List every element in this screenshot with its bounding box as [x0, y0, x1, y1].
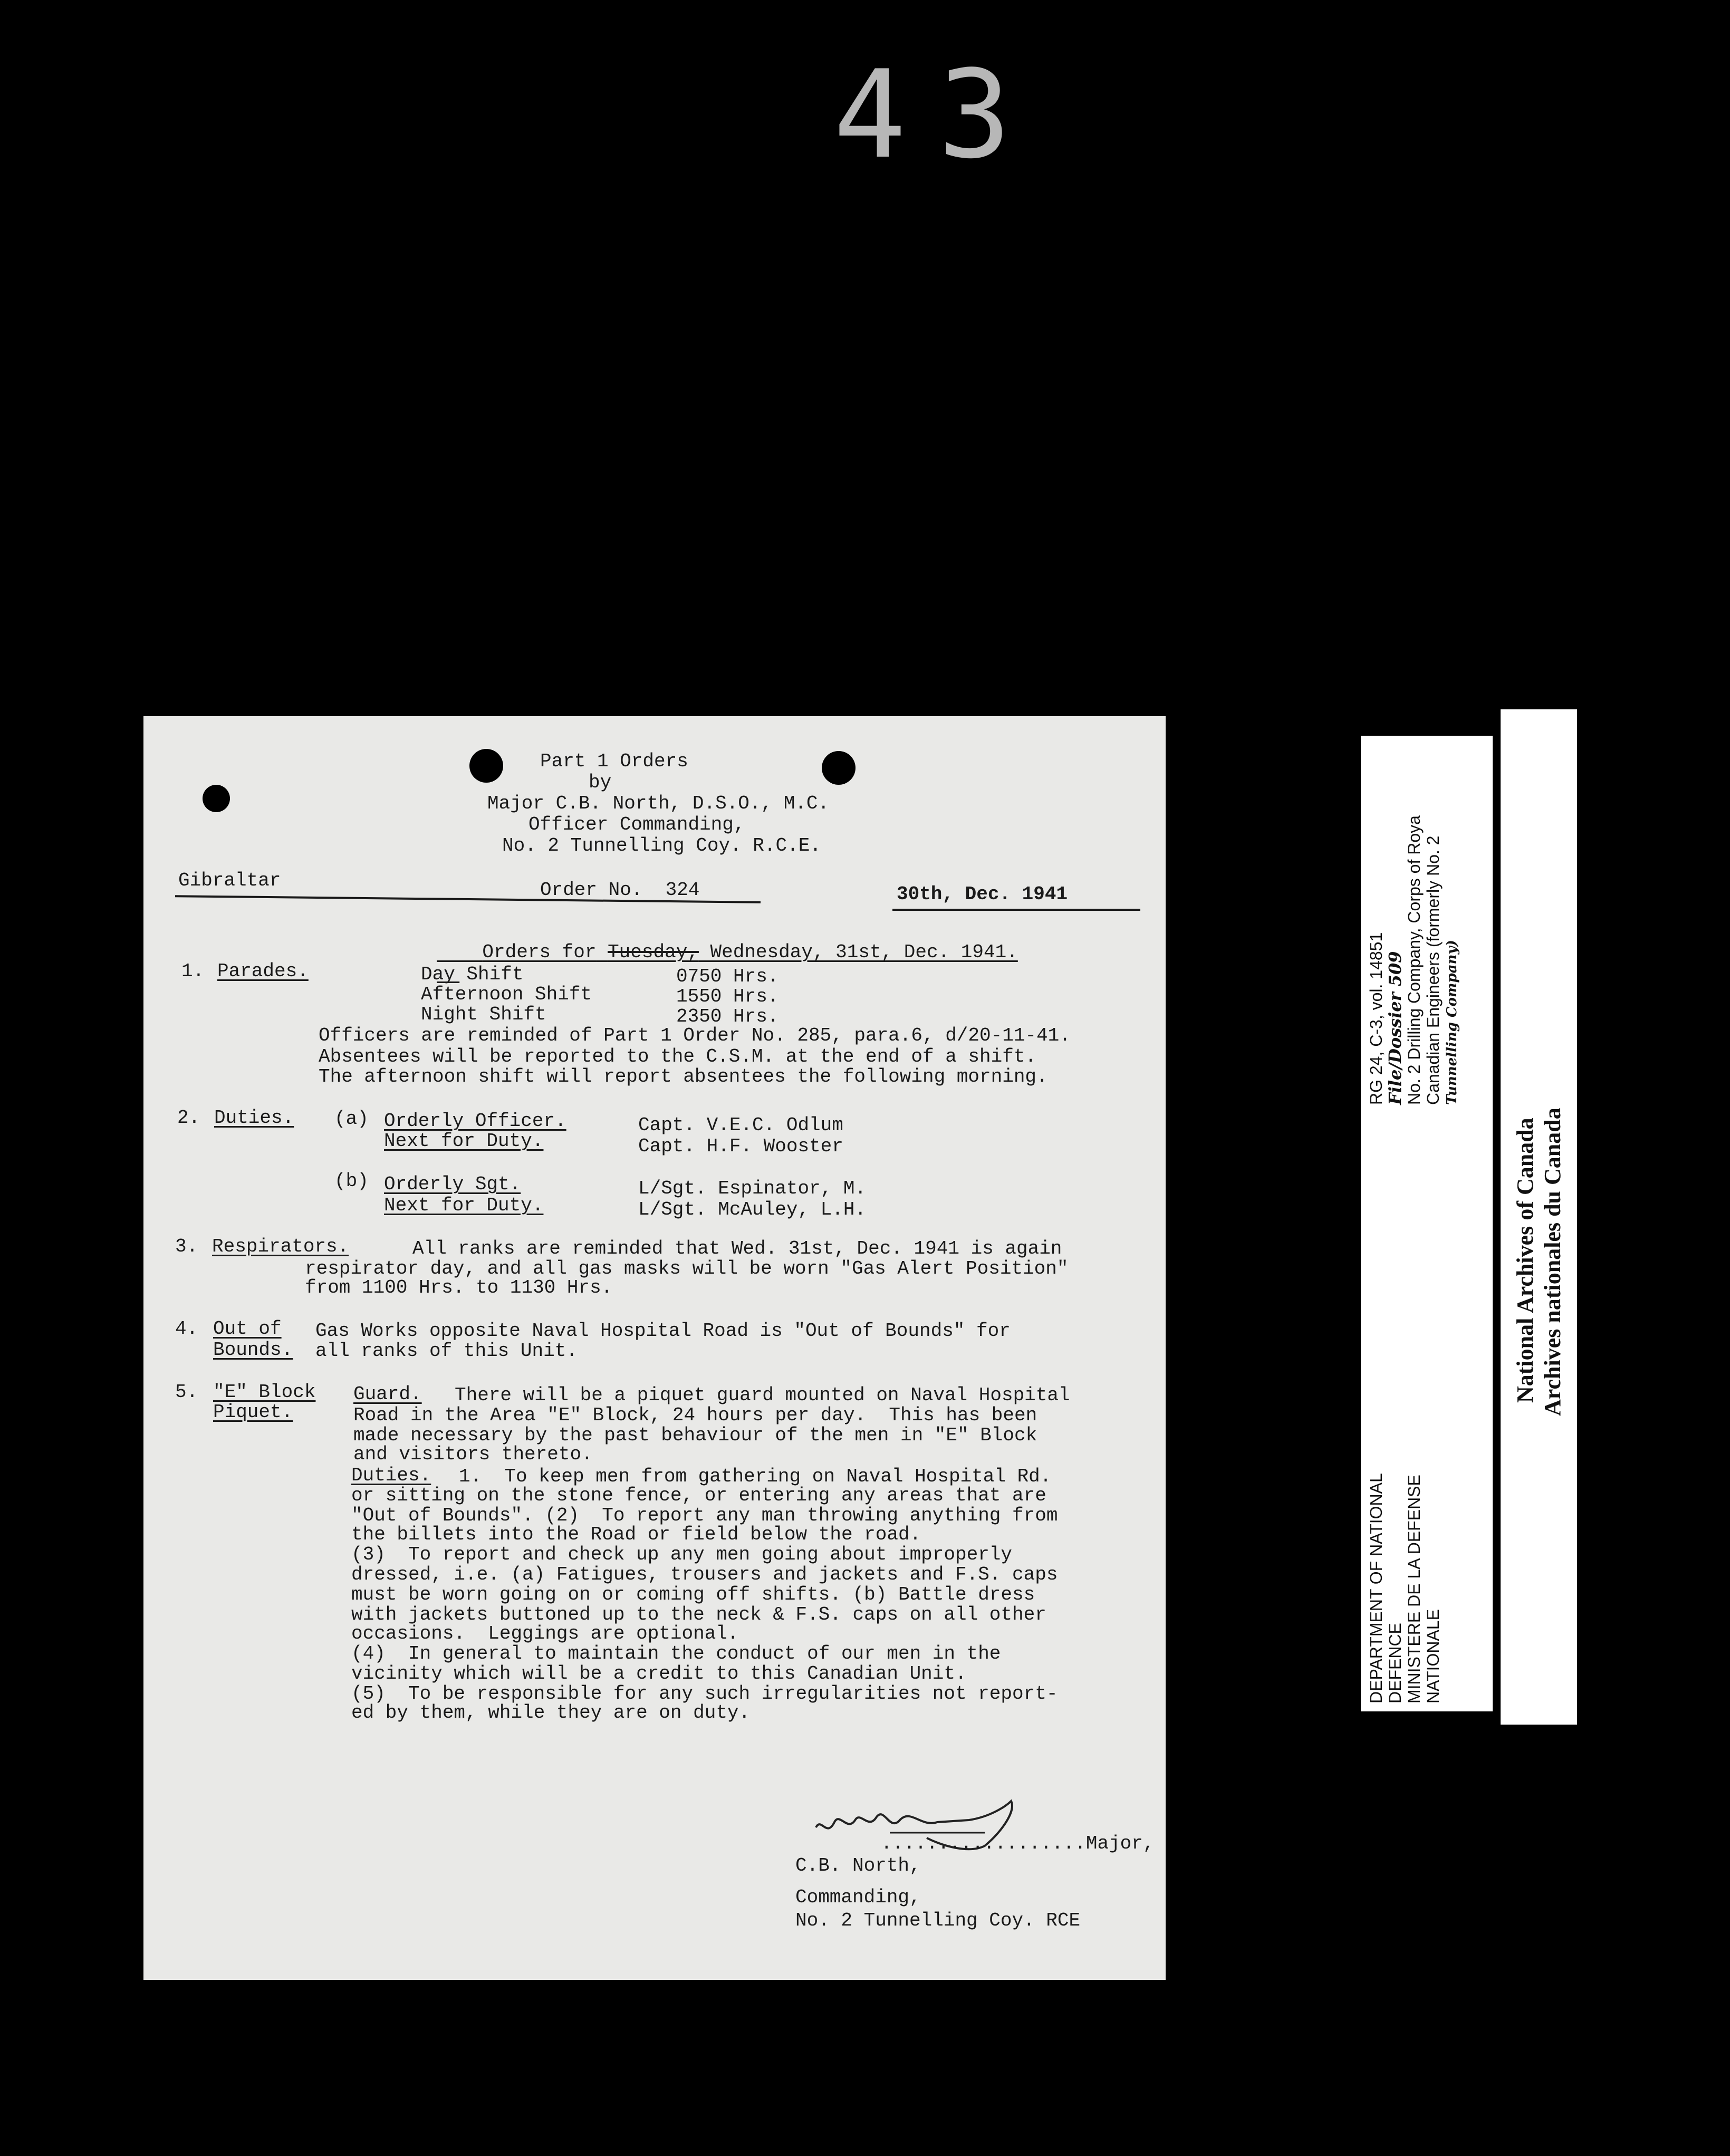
duties-num: 2. — [177, 1107, 200, 1129]
piquet-duty-line: occasions. Leggings are optional. — [351, 1623, 739, 1644]
piquet-num: 5. — [175, 1381, 198, 1403]
dept-line: DEFENCE — [1386, 1623, 1405, 1703]
dept-line: DEPARTMENT OF NATIONAL — [1367, 1473, 1386, 1703]
dept-line: MINISTERE DE LA DEFENSE — [1405, 1475, 1424, 1703]
archive-stamp-line: National Archives of Canada — [1512, 1118, 1538, 1403]
parades-note: Officers are reminded of Part 1 Order No. 285, para.6, d/20-11-41. — [319, 1025, 1071, 1046]
oob-num: 4. — [175, 1318, 198, 1340]
punch-hole — [822, 751, 856, 785]
parade-label: Night Shift — [421, 1004, 546, 1025]
oob-line: Gas Works opposite Naval Hospital Road is "Out of Bounds" for — [315, 1320, 1011, 1342]
parades-note: Absentees will be reported to the C.S.M. at the end of a shift. — [319, 1046, 1037, 1067]
piquet-duty-line: with jackets buttoned up to the neck & F.S. caps on all other — [351, 1604, 1046, 1625]
parade-time: 1550 Hrs. — [676, 986, 779, 1007]
orders-for-rest: Wednesday, 31st, Dec. 1941. — [698, 941, 1018, 963]
duty-name: L/Sgt. McAuley, L.H. — [638, 1199, 867, 1220]
respirators-line: respirator day, and all gas masks will be worn "Gas Alert Position" — [305, 1258, 1069, 1279]
order-date: 30th, Dec. 1941 — [897, 883, 1068, 905]
duties-title: Duties. — [214, 1107, 294, 1129]
piquet-guard: Guard. — [353, 1383, 422, 1405]
parade-time: 2350 Hrs. — [676, 1006, 779, 1027]
piquet-line: Road in the Area "E" Block, 24 hours per day. This has been — [353, 1404, 1037, 1426]
order-number: Order No. 324 — [540, 879, 700, 901]
oob-title: Out of — [213, 1318, 282, 1340]
duty-role: Next for Duty. — [384, 1195, 544, 1216]
parade-time: 0750 Hrs. — [676, 966, 779, 987]
piquet-title: "E" Block — [213, 1381, 316, 1403]
header-rule — [892, 909, 1140, 911]
duty-name: Capt. H.F. Wooster — [638, 1135, 843, 1157]
orders-for-prefix: Orders for — [482, 941, 597, 963]
signature-role: Commanding, — [795, 1886, 921, 1908]
parade-label: Day Shift — [421, 964, 524, 985]
orders-for-struck: Tuesday, — [608, 941, 699, 963]
piquet-duty-line: the billets into the Road or field below the road. — [351, 1524, 921, 1545]
piquet-line: and visitors thereto. — [353, 1443, 593, 1465]
piquet-duty-line: dressed, i.e. (a) Fatigues, trousers and jackets and F.S. caps — [351, 1564, 1058, 1585]
respirators-line: All ranks are reminded that Wed. 31st, Dec. 1941 is again — [412, 1238, 1062, 1259]
punch-hole — [203, 785, 230, 812]
respirators-line: from 1100 Hrs. to 1130 Hrs. — [305, 1277, 613, 1298]
piquet-duty-line: ed by them, while they are on duty. — [351, 1702, 751, 1724]
dept-line: NATIONALE — [1424, 1609, 1443, 1703]
parades-title: Parades. — [217, 960, 309, 982]
duty-role: Next for Duty. — [384, 1130, 544, 1152]
doc-role: Officer Commanding, — [528, 814, 745, 835]
piquet-duties-label: Duties. — [351, 1465, 431, 1486]
signature-dots: ..................Major, — [881, 1833, 1155, 1854]
piquet-line: There will be a piquet guard mounted on Naval Hospital — [455, 1384, 1070, 1406]
oob-title: Bounds. — [213, 1339, 293, 1361]
place: Gibraltar — [178, 870, 281, 891]
archive-label — [1361, 736, 1493, 1711]
duty-name: Capt. V.E.C. Odlum — [638, 1114, 843, 1136]
punch-hole — [469, 749, 503, 783]
doc-unit: No. 2 Tunnelling Coy. R.C.E. — [502, 835, 821, 856]
doc-title: Part 1 Orders — [540, 750, 688, 772]
signature-name: C.B. North, — [795, 1855, 921, 1876]
piquet-title: Piquet. — [213, 1401, 293, 1423]
duties-a-mark: (a) — [334, 1108, 369, 1130]
duties-b-mark: (b) — [334, 1170, 369, 1192]
archive-ref: Canadian Engineers (formerly No. 2 — [1424, 835, 1443, 1105]
piquet-duty-line: (4) In general to maintain the conduct of our men in the — [351, 1643, 1001, 1664]
parades-num: 1. — [181, 960, 205, 982]
respirators-num: 3. — [175, 1236, 198, 1257]
piquet-duty-line: or sitting on the stone fence, or entering any areas that are — [351, 1485, 1046, 1506]
archive-ref: RG 24, C-3, vol. 14851 — [1367, 932, 1386, 1105]
piquet-line: made necessary by the past behaviour of the men in "E" Block — [353, 1424, 1037, 1446]
doc-officer: Major C.B. North, D.S.O., M.C. — [487, 793, 830, 814]
respirators-title: Respirators. — [212, 1236, 349, 1257]
piquet-duty-line: "Out of Bounds". (2) To report any man throwing anything from — [351, 1505, 1058, 1526]
order-document — [143, 716, 1166, 1980]
duty-name: L/Sgt. Espinator, M. — [638, 1178, 867, 1199]
doc-by: by — [589, 772, 612, 793]
archive-stamp-line: Archives nationales du Canada — [1540, 1108, 1565, 1416]
parade-label: Afternoon Shift — [421, 984, 592, 1005]
signature-unit: No. 2 Tunnelling Coy. RCE — [795, 1910, 1081, 1931]
frame-number: 43 — [833, 45, 1043, 186]
piquet-duty-line: vicinity which will be a credit to this Canadian Unit. — [351, 1663, 967, 1685]
duty-role: Orderly Officer. — [384, 1110, 566, 1132]
oob-line: all ranks of this Unit. — [315, 1340, 578, 1362]
archive-ref: Tunnelling Company) — [1444, 940, 1460, 1105]
duty-role: Orderly Sgt. — [384, 1173, 521, 1195]
parades-note: The afternoon shift will report absentees the following morning. — [319, 1066, 1048, 1087]
piquet-duty-line: must be worn going on or coming off shifts. (b) Battle dress — [351, 1584, 1035, 1605]
archive-stamp — [1501, 709, 1577, 1725]
piquet-duty-line: (5) To be responsible for any such irregularities not report- — [351, 1683, 1058, 1705]
piquet-duty-line: 1. To keep men from gathering on Naval Hospital Rd. — [459, 1466, 1052, 1487]
archive-ref: File/Dossier 509 — [1385, 951, 1405, 1105]
archive-ref: No. 2 Drilling Company, Corps of Roya — [1405, 815, 1424, 1105]
piquet-duty-line: (3) To report and check up any men going about improperly — [351, 1544, 1013, 1565]
